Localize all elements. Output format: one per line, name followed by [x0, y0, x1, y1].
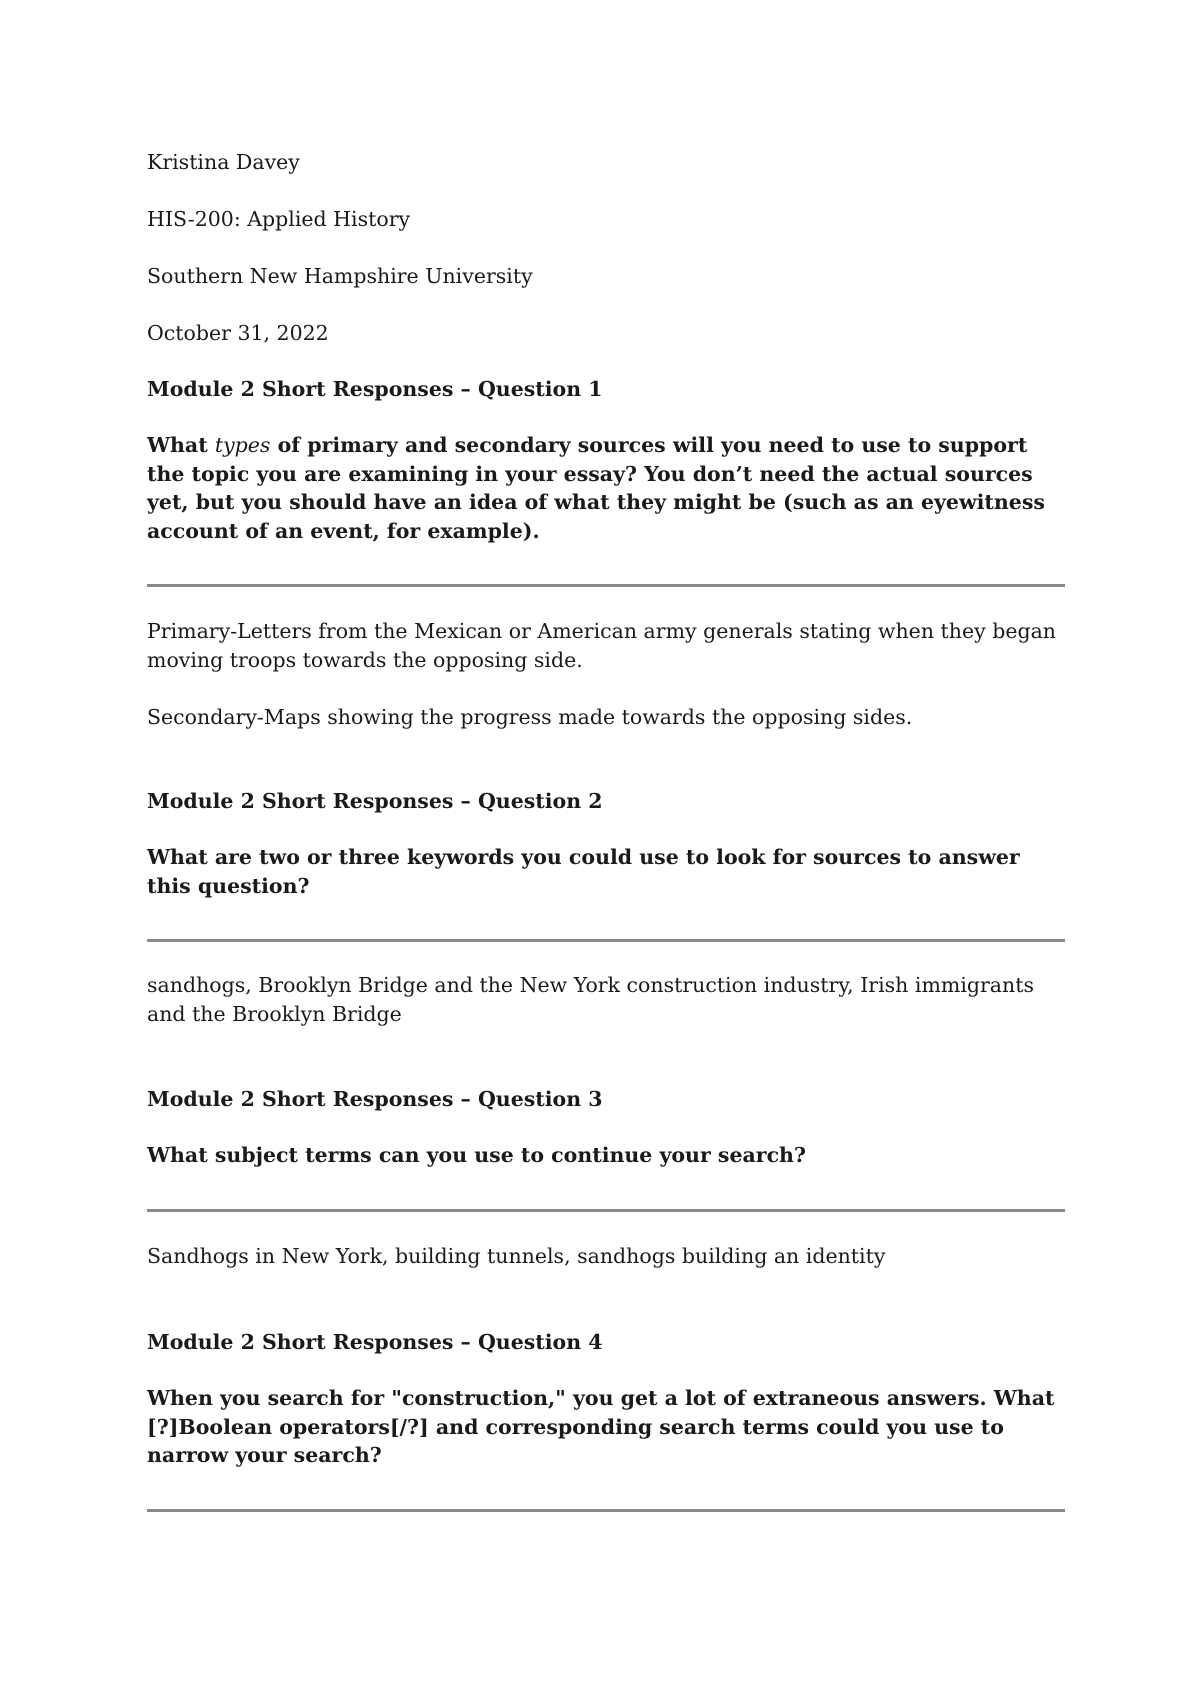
- question-2-heading: Module 2 Short Responses – Question 2: [147, 789, 603, 813]
- question-1-prompt-italic: types: [214, 433, 271, 457]
- question-2-prompt: What are two or three keywords you could use to look for sources to answer this question?: [147, 845, 1020, 898]
- question-1-answer-primary: Primary-Letters from the Mexican or American army generals stating when they began moving troops towards the opposing side.: [147, 619, 1057, 672]
- author-name: Kristina Davey: [147, 150, 300, 174]
- question-3-divider: [147, 1209, 1065, 1212]
- submission-date: October 31, 2022: [147, 321, 329, 345]
- question-3-prompt: What subject terms can you use to continue your search?: [147, 1143, 806, 1167]
- question-4-prompt: When you search for "construction," you get a lot of extraneous answers. What [?]Boolean operators[/?] and corresponding search terms could you use to narrow your search?: [147, 1386, 1055, 1467]
- question-4-divider: [147, 1509, 1065, 1512]
- question-1-prompt-rest: of primary and secondary sources will you need to use to support the topic you are examining in your essay? You don’t need the actual sources yet, but you should have an idea of what they might be (such as an eyewitness account of an event, for example).: [147, 433, 1045, 543]
- question-3-heading: Module 2 Short Responses – Question 3: [147, 1087, 603, 1111]
- question-3-answer: Sandhogs in New York, building tunnels, sandhogs building an identity: [147, 1244, 886, 1268]
- question-1-prompt: [147, 431, 1065, 545]
- question-1-answer-secondary: Secondary-Maps showing the progress made towards the opposing sides.: [147, 705, 913, 729]
- question-1-heading: Module 2 Short Responses – Question 1: [147, 377, 603, 401]
- school-name: Southern New Hampshire University: [147, 264, 533, 288]
- question-1-divider: [147, 584, 1065, 587]
- question-2-answer: sandhogs, Brooklyn Bridge and the New York construction industry, Irish immigrants and the Brooklyn Bridge: [147, 973, 1034, 1026]
- course-name: HIS-200: Applied History: [147, 207, 411, 231]
- question-4-heading: Module 2 Short Responses – Question 4: [147, 1330, 603, 1354]
- question-1-prompt-start: What: [147, 433, 215, 457]
- document-page: [147, 0, 1065, 1698]
- question-2-divider: [147, 939, 1065, 942]
